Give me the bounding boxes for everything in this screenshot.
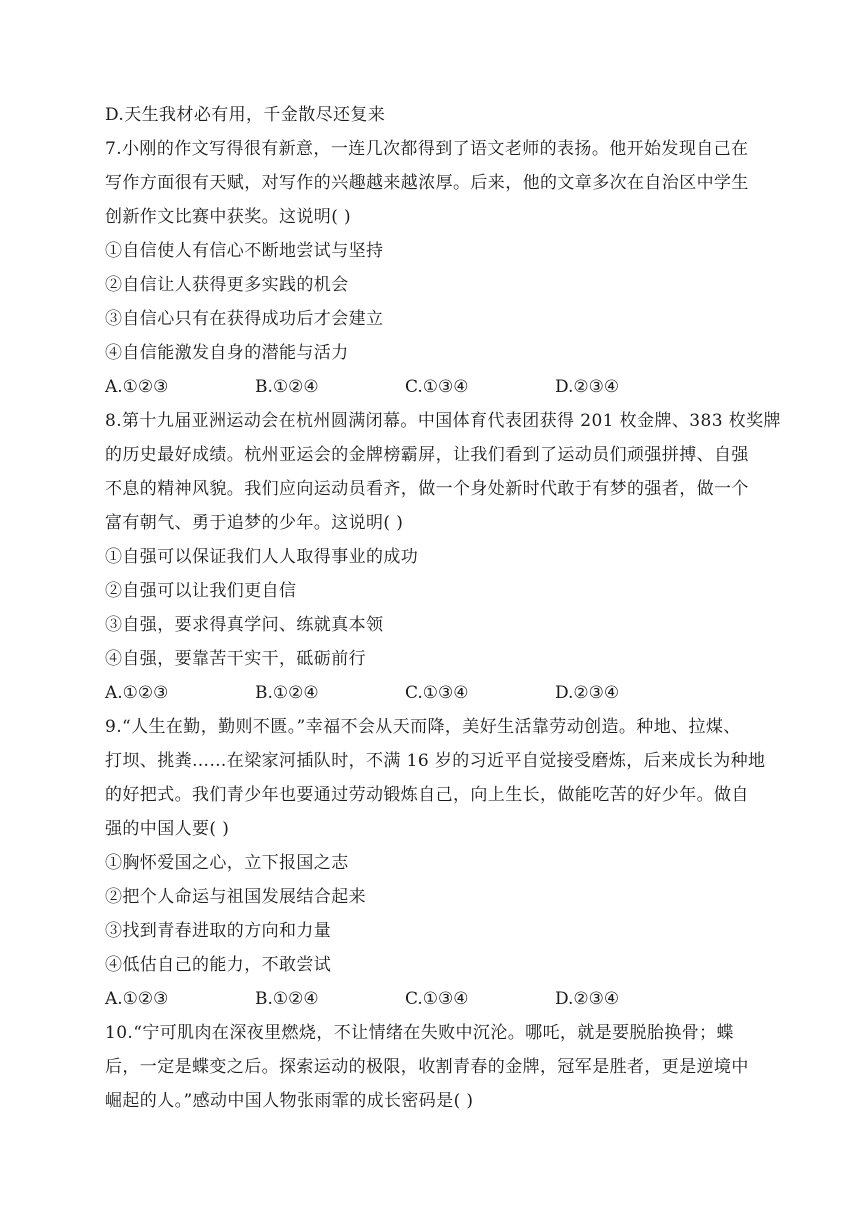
q8-option-a: A.①②③ [105, 683, 169, 703]
q10-stem-line-3: 崛起的人。”感动中国人物张雨霏的成长密码是( ) [105, 1091, 474, 1111]
q8-option-b: B.①②④ [255, 683, 319, 703]
q9-option-b: B.①②④ [255, 989, 319, 1009]
q8-statement-3: ③自强，要求得真学问、练就真本领 [105, 615, 384, 635]
q9-stem-line-3: 的好把式。我们青少年也要通过劳动锻炼自己，向上生长，做能吃苦的好少年。做自 [105, 785, 749, 805]
q7-option-b: B.①②④ [255, 377, 319, 397]
q7-option-a: A.①②③ [105, 377, 169, 397]
q8-options [105, 681, 765, 705]
q7-stem-line-2: 写作方面很有天赋，对写作的兴趣越来越浓厚。后来，他的文章多次在自治区中学生 [105, 173, 749, 193]
q8-stem-line-1: 8.第十九届亚洲运动会在杭州圆满闭幕。中国体育代表团获得 201 枚金牌、383 枚奖牌 [105, 411, 781, 431]
q9-option-d: D.②③④ [555, 989, 620, 1009]
q9-statement-4: ④低估自己的能力，不敢尝试 [105, 955, 332, 975]
q8-stem-line-4: 富有朝气、勇于追梦的少年。这说明( ) [105, 513, 404, 533]
q7-statement-4: ④自信能激发自身的潜能与活力 [105, 343, 349, 363]
q7-option-c: C.①③④ [405, 377, 469, 397]
q8-option-c: C.①③④ [405, 683, 469, 703]
q8-statement-1: ①自强可以保证我们人人取得事业的成功 [105, 547, 419, 567]
q7-option-d: D.②③④ [555, 377, 620, 397]
q9-stem-line-4: 强的中国人要( ) [105, 819, 230, 839]
q8-stem-line-2: 的历史最好成绩。杭州亚运会的金牌榜霸屏，让我们看到了运动员们顽强拼搏、自强 [105, 445, 749, 465]
q9-statement-3: ③找到青春进取的方向和力量 [105, 921, 332, 941]
q9-statement-2: ②把个人命运与祖国发展结合起来 [105, 887, 366, 907]
q7-statement-1: ①自信使人有信心不断地尝试与坚持 [105, 241, 384, 261]
q7-options [105, 375, 765, 399]
q10-stem-line-1: 10.“宁可肌肉在深夜里燃烧，不让情绪在失败中沉沦。哪吒，就是要脱胎换骨；蝶 [105, 1023, 734, 1043]
q7-stem-line-1: 7.小刚的作文写得很有新意，一连几次都得到了语文老师的表扬。他开始发现自己在 [105, 139, 749, 159]
q8-stem-line-3: 不息的精神风貌。我们应向运动员看齐，做一个身处新时代敢于有梦的强者，做一个 [105, 479, 749, 499]
q9-statement-1: ①胸怀爱国之心，立下报国之志 [105, 853, 349, 873]
q9-option-c: C.①③④ [405, 989, 469, 1009]
q7-stem-line-3: 创新作文比赛中获奖。这说明( ) [105, 207, 352, 227]
q9-stem-line-1: 9.“人生在勤，勤则不匮。”幸福不会从天而降，美好生活靠劳动创造。种地、拉煤、 [105, 717, 741, 737]
q7-statement-3: ③自信心只有在获得成功后才会建立 [105, 309, 384, 329]
q8-option-d: D.②③④ [555, 683, 620, 703]
q9-stem-line-2: 打坝、挑粪……在梁家河插队时，不满 16 岁的习近平自觉接受磨炼，后来成长为种地 [105, 751, 766, 771]
q8-statement-2: ②自强可以让我们更自信 [105, 581, 297, 601]
q7-statement-2: ②自信让人获得更多实践的机会 [105, 275, 349, 295]
q8-statement-4: ④自强，要靠苦干实干，砥砺前行 [105, 649, 366, 669]
q6-option-d: D.天生我材必有用，千金散尽还复来 [105, 105, 386, 125]
q10-stem-line-2: 后，一定是蝶变之后。探索运动的极限，收割青春的金牌，冠军是胜者，更是逆境中 [105, 1057, 749, 1077]
q9-options [105, 987, 765, 1011]
q9-option-a: A.①②③ [105, 989, 169, 1009]
